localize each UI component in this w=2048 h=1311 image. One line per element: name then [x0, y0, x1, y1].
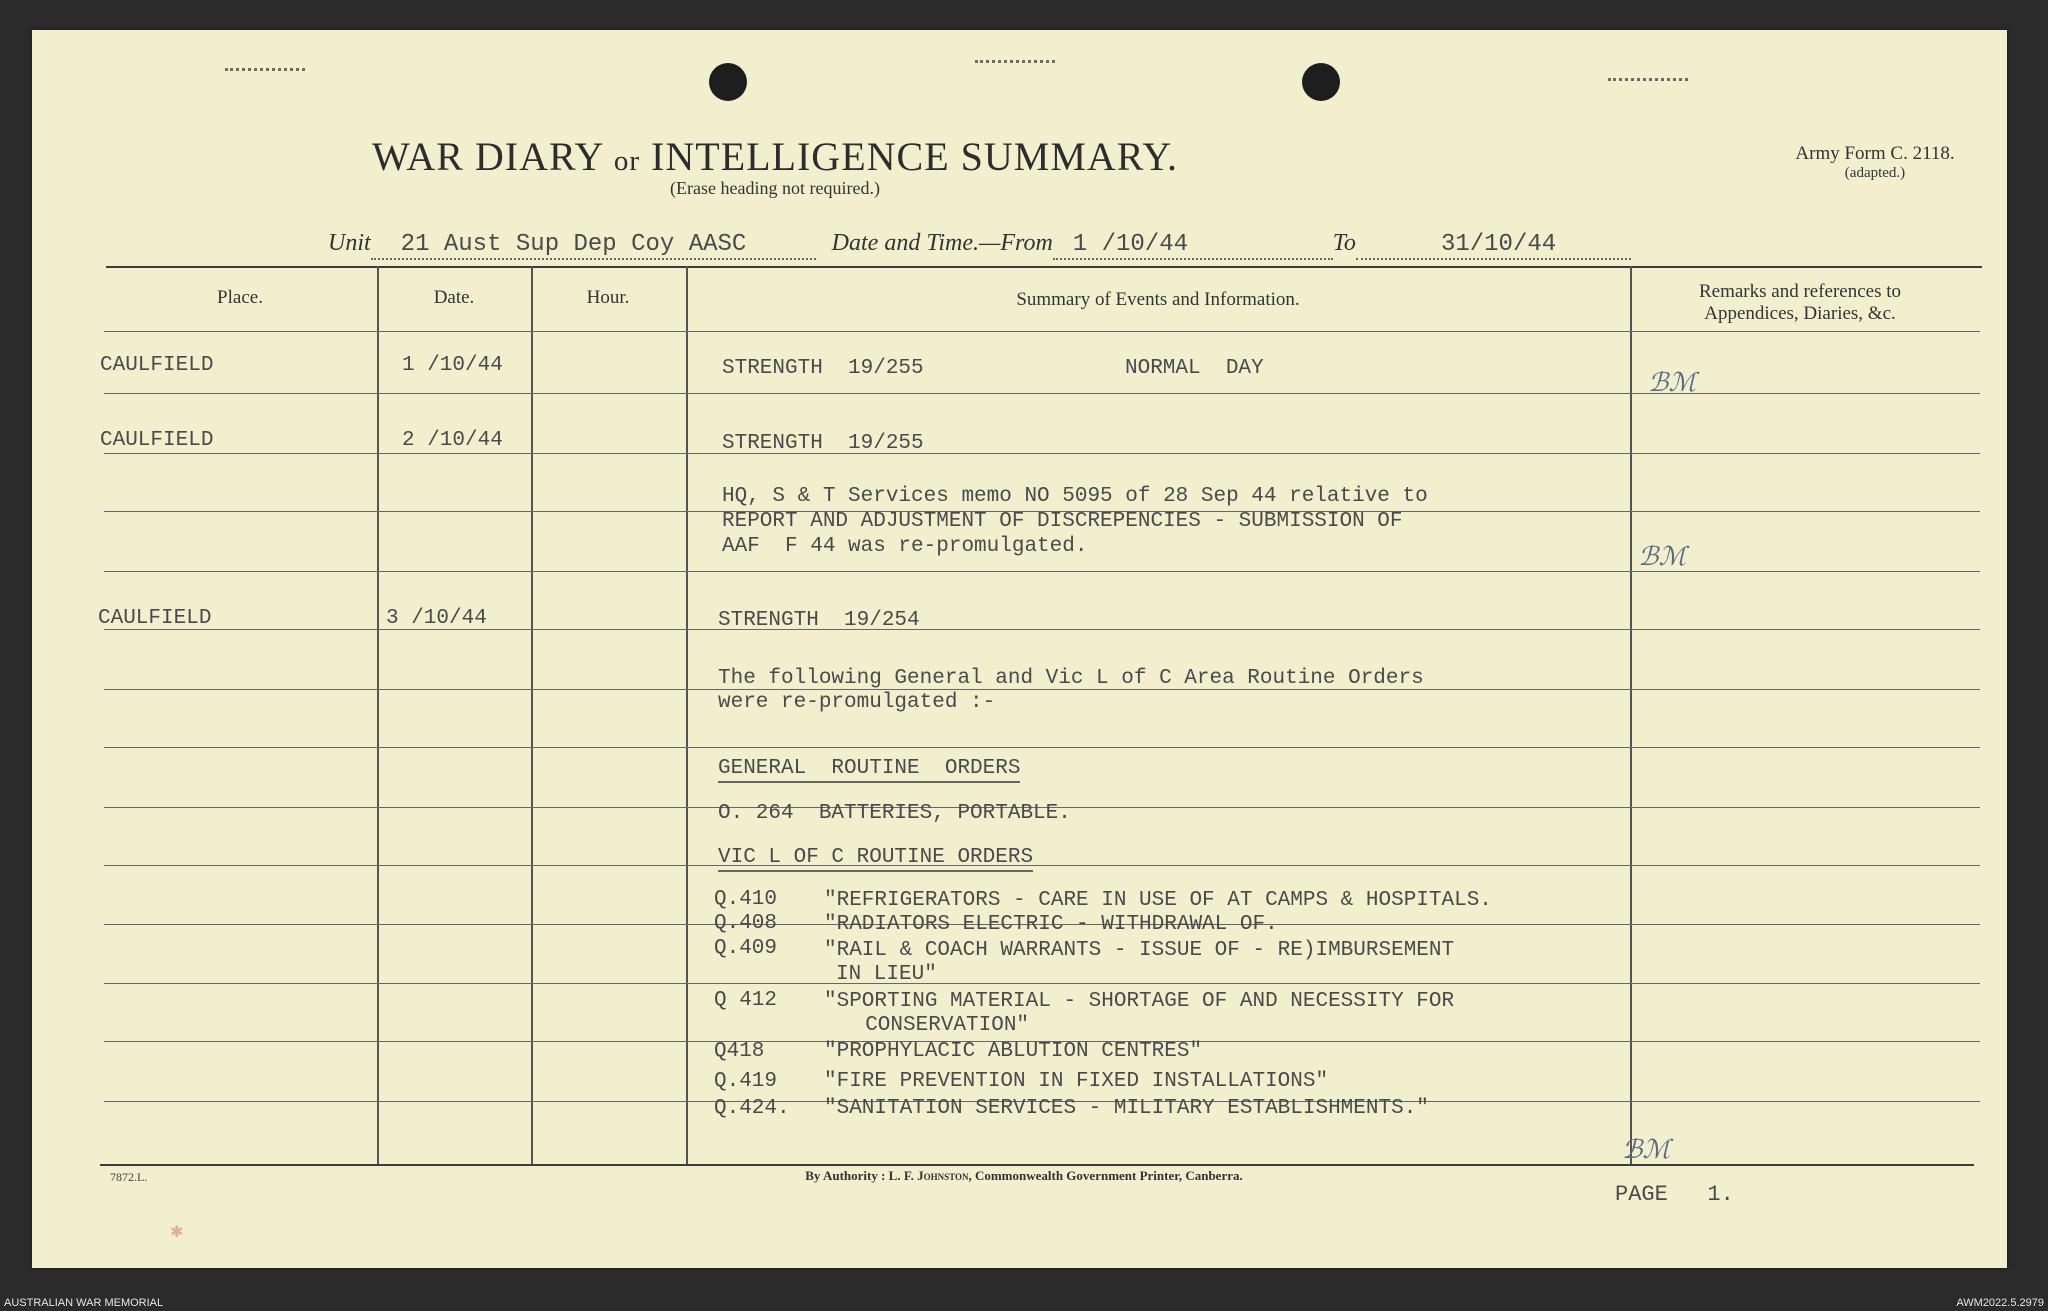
officer-initials: ℬℳ [1648, 368, 1697, 397]
order-code: Q418 [714, 1040, 765, 1063]
entry-text-line: were re-promulgated :- [718, 691, 996, 714]
page-subtitle: (Erase heading not required.) [670, 178, 880, 198]
order-text: "SPORTING MATERIAL - SHORTAGE OF AND NECESSITY FOR [824, 990, 1455, 1013]
gro-item: O. 264 BATTERIES, PORTABLE. [718, 802, 1071, 825]
ruled-line [104, 983, 1980, 984]
pin-mark [1608, 78, 1688, 84]
from-value: 1 /10/44 [1053, 231, 1333, 260]
officer-initials: ℬℳ [1638, 542, 1687, 571]
order-text: "PROPHYLACIC ABLUTION CENTRES" [824, 1040, 1203, 1063]
page-title: WAR DIARY or INTELLIGENCE SUMMARY. [372, 134, 1178, 179]
column-divider [1630, 266, 1632, 1164]
pin-mark [975, 60, 1055, 66]
entry-text-line: The following General and Vic L of C Area Routine Orders [718, 667, 1424, 690]
page-number: PAGE 1. [1615, 1182, 1734, 1207]
unit-value: 21 Aust Sup Dep Coy AASC [371, 231, 816, 260]
column-header-hour: Hour. [586, 287, 630, 308]
entry-strength: STRENGTH 19/255 [722, 432, 924, 455]
column-header-place: Place. [217, 287, 263, 308]
column-divider [377, 266, 379, 1164]
officer-initials: ℬℳ [1622, 1135, 1671, 1164]
ruled-line [104, 571, 1980, 572]
order-text: "RAIL & COACH WARRANTS - ISSUE OF - RE)IMBURSEMENT [824, 939, 1455, 962]
pin-mark [225, 68, 305, 74]
order-code: Q.409 [714, 937, 778, 960]
entry-date: 3 /10/44 [386, 607, 487, 630]
column-header-remarks: Remarks and references to Appendices, Diaries, &c. [1698, 281, 1902, 324]
column-header-summary: Summary of Events and Information. [1016, 289, 1300, 310]
punch-hole-left [709, 63, 747, 101]
column-divider [531, 266, 533, 1164]
army-form-label: Army Form C. 2118. (adapted.) [1795, 143, 1955, 181]
entry-strength: STRENGTH 19/255 [722, 357, 924, 380]
entry-note: NORMAL DAY [1125, 357, 1264, 380]
ruled-line [104, 453, 1980, 454]
order-text: "REFRIGERATORS - CARE IN USE OF AT CAMPS & HOSPITALS. [824, 889, 1492, 912]
form-code: 7872.L. [110, 1170, 148, 1184]
printer-authority: By Authority : L. F. Johnston, Commonwealth Government Printer, Canberra. [805, 1168, 1243, 1183]
order-text: "FIRE PREVENTION IN FIXED INSTALLATIONS" [824, 1070, 1329, 1093]
entry-text-line: AAF F 44 was re-promulgated. [722, 535, 1088, 558]
column-divider [686, 266, 688, 1164]
order-text: CONSERVATION" [840, 1014, 1030, 1037]
order-code: Q.410 [714, 888, 778, 911]
column-header-date: Date. [433, 287, 475, 308]
unit-label: Unit [328, 230, 371, 256]
table-top-rule [106, 266, 1982, 268]
order-text: IN LIEU" [836, 963, 937, 986]
date-label: Date and Time.—From [831, 230, 1053, 256]
ruled-line [104, 393, 1980, 394]
entry-place: CAULFIELD [100, 429, 214, 452]
punch-hole-right [1302, 63, 1340, 101]
entry-date: 2 /10/44 [402, 429, 503, 452]
order-text: "RADIATORS ELECTRIC - WITHDRAWAL OF. [824, 913, 1278, 936]
entry-place: CAULFIELD [100, 354, 214, 377]
order-text: "SANITATION SERVICES - MILITARY ESTABLISHMENTS." [824, 1097, 1429, 1120]
entry-text-line: HQ, S & T Services memo NO 5095 of 28 Sep 44 relative to [722, 485, 1428, 508]
order-code: Q.408 [714, 912, 778, 935]
order-code: Q 412 [714, 989, 778, 1012]
order-code: Q.424. [714, 1097, 790, 1120]
entry-text-line: REPORT AND ADJUSTMENT OF DISCREPENCIES - SUBMISSION OF [722, 510, 1403, 533]
order-code: Q.419 [714, 1070, 778, 1093]
ruled-line [104, 331, 1980, 332]
stray-mark: ✱ [170, 1224, 184, 1241]
entry-place: CAULFIELD [98, 607, 212, 630]
gro-heading: GENERAL ROUTINE ORDERS [718, 756, 1020, 781]
ruled-line [104, 747, 1980, 748]
archive-reference: AWM2022.5.2979 [1956, 1297, 2044, 1309]
entry-date: 1 /10/44 [402, 354, 503, 377]
vic-heading: VIC L OF C ROUTINE ORDERS [718, 845, 1033, 870]
to-label: To [1332, 230, 1356, 256]
ruled-line [104, 865, 1980, 866]
archive-credit: AUSTRALIAN WAR MEMORIAL [4, 1297, 164, 1309]
to-value: 31/10/44 [1356, 231, 1631, 260]
unit-line [328, 230, 1631, 260]
table-bottom-rule [100, 1164, 1974, 1166]
entry-strength: STRENGTH 19/254 [718, 609, 920, 632]
